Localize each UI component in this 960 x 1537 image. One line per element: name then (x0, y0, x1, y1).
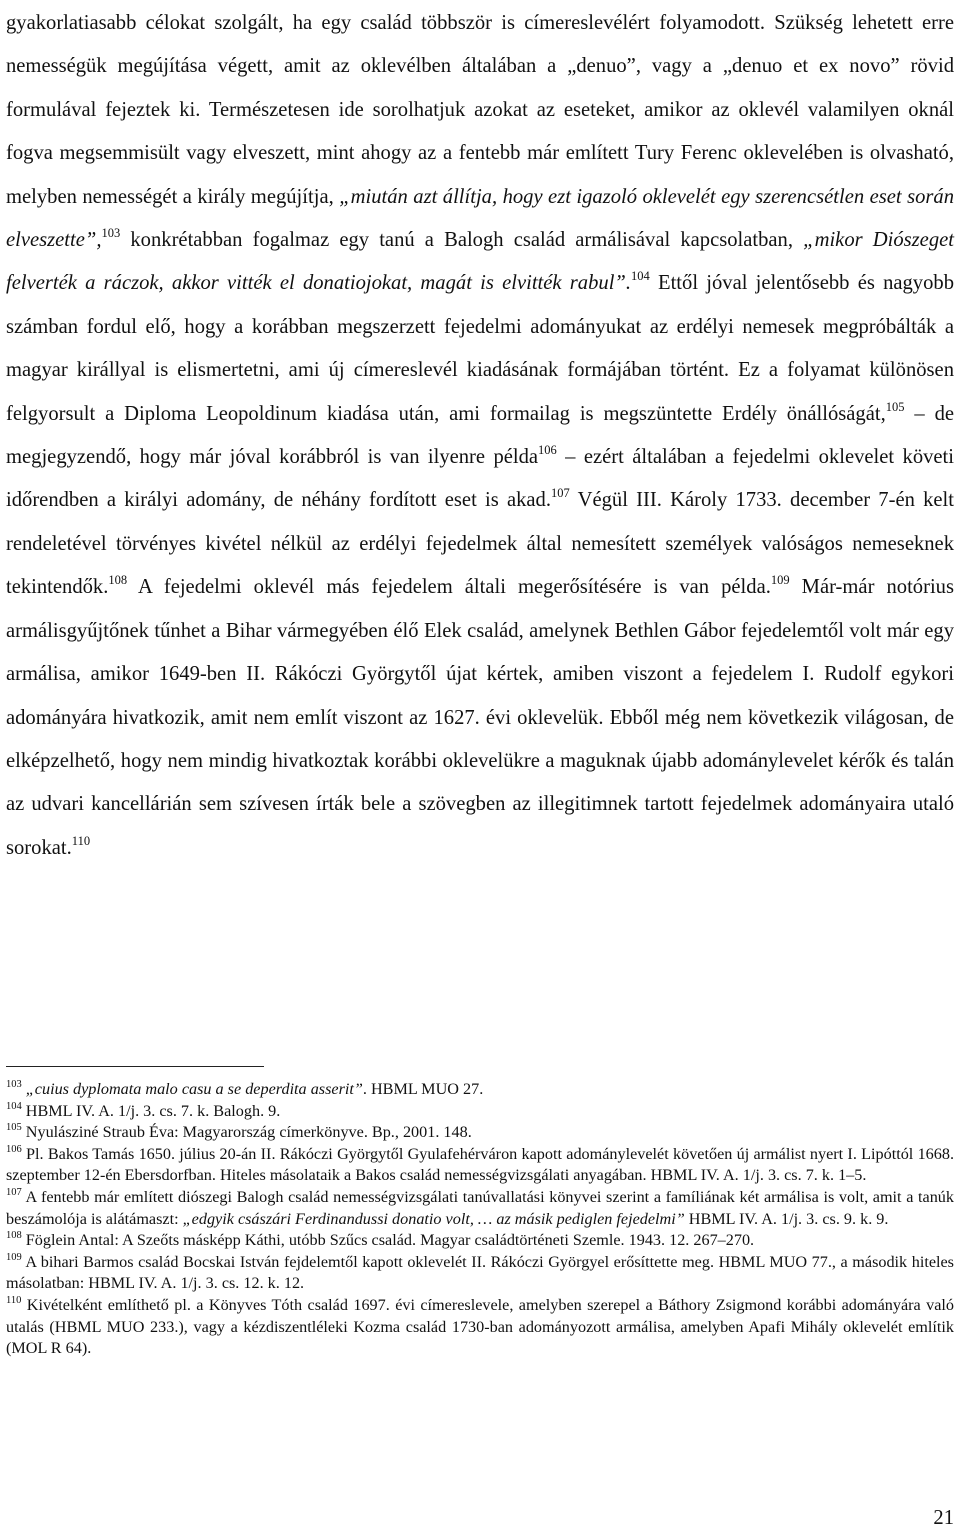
footnote-number: 110 (6, 1294, 22, 1306)
footnote-107 (6, 1187, 954, 1230)
text-run: Már-már notórius armálisgyűjtőnek tűnhet a Bihar vármegyében élő Elek család, amelynek Bethlen Gábor fejedelemtől volt már egy armálisa, amikor 1649-ben II. Rákóczi Györgytől újat kértek, amiben viszont a fejedelem I. Rudolf egykori adományára hivatkozik, amit nem említ viszont az 1627. évi oklevelük. Ebből még nem következik világosan, de elképzelhető, hogy nem mindig hivatkoztak korábbi oklevelükre a maguknak újabb adománylevelet kérők és talán az udvari kancellárián sem szívesen írták bele a szövegben az illegitimnek tartott fejedelmek adományaira utaló sorokat. (6, 576, 954, 859)
footnote-number: 109 (6, 1251, 22, 1263)
text-run: – de megjegyzendő, hogy már jóval korábbról is van ilyenre példa (6, 402, 955, 469)
text-run: A bihari Barmos család Bocskai István fejdelemtől kapott oklevelét II. Rákóczi Györgyel erősíttette meg. HBML MUO 77., a második hiteles másolatban: HBML IV. A. 1/j. 3. cs. 12. k. 12. (6, 1252, 954, 1293)
text-run: Föglein Antal: A Szeőts másképp Káthi, utóbb Szűcs család. Magyar családtörténeti Szemle. 1943. 12. 267–270. (21, 1231, 755, 1250)
footnote-number: 108 (6, 1230, 22, 1242)
text-run: konkrétabban fogalmaz egy tanú a Balogh család armálisával kapcsolatban, (120, 229, 804, 252)
footnote-ref: 109 (770, 573, 790, 588)
footnote-ref: 104 (631, 269, 650, 284)
text-run: Nyulásziné Straub Éva: Magyarország címerkönyve. Bp., 2001. 148. (21, 1123, 472, 1142)
italic-quote: „cuius dyplomata malo casu a se deperdita asserit” (25, 1080, 363, 1098)
body-text (6, 2, 954, 870)
footnote-109 (6, 1252, 954, 1295)
text-run: A fentebb már említett diószegi Balogh család nemességvizsgálati tanúvallatási könyvei szerint a famíliának két armálisa is volt, amit a tanúk beszámolója is alátámaszt: (6, 1187, 954, 1228)
italic-quote: „edgyik császári Ferdinandussi donatio volt, … az másik pediglen fejedelmi” (182, 1209, 685, 1228)
footnote-number: 107 (6, 1186, 22, 1198)
footnote-number: 105 (6, 1122, 22, 1134)
footnote-ref: 105 (885, 399, 905, 414)
text-run: gyakorlatiasabb célokat szolgált, ha egy család többször is címereslevélért folyamodott. Szükség lehetett erre nemességük megújítása végett, amit az oklevélben általában a „denuo”, vagy a „denuo et ex novo” rövid formulával fejeztek ki. Természetesen ide sorolhatjuk azokat az eseteket, amikor az oklevél valamilyen oknál fogva megsemmisült vagy elveszett, mint ahogy az a fentebb már említett Tury Ferenc oklevelében is olvasható, melyben nemességét a király megújítja, (6, 12, 954, 208)
text-run: Pl. Bakos Tamás 1650. július 20-án II. Rákóczi Györgytől Gyulafehérváron kapott adománylevelét követően új armálist nyert I. Lipóttól 1668. szeptember 12-én Ebersdorfban. Hiteles másolataik a Bakos család nemességvizsgálati anyagában. HBML IV. A. 1/j. 3. cs. 7. k. 1–5. (6, 1144, 954, 1185)
footnote-number: 103 (6, 1079, 22, 1090)
footnote-108 (6, 1230, 954, 1252)
text-run: HBML IV. A. 1/j. 3. cs. 9. k. 9. (684, 1209, 889, 1228)
footnote-104 (6, 1101, 954, 1123)
text-run: Kivételként említhető pl. a Könyves Tóth család 1697. évi címereslevele, amelyben szerepel a Báthory Zsigmond korábbi adományára való utalás (HBML MUO 233.), vagy a kézdiszentléleki Kozma család 1730-ban adományozott armálisa, amelyben Apafi Mihály oklevelét említik (MOL R 64). (6, 1295, 954, 1358)
footnote-103 (6, 1079, 954, 1101)
italic-quote: „miután azt állítja, hogy ezt igazoló oklevelét egy szerencsétlen eset során elveszette”, (6, 185, 954, 252)
text-run: HBML IV. A. 1/j. 3. cs. 7. k. Balogh. 9. (21, 1101, 281, 1120)
footnote-110 (6, 1295, 954, 1360)
page-number: 21 (933, 1507, 954, 1529)
italic-quote: „mikor Diószeget felverték a ráczok, akkor vitték el donatiojokat, magát is elvitték rabul”. (6, 229, 954, 295)
footnote-ref: 103 (101, 226, 121, 241)
text-run: Ettől jóval jelentősebb és nagyobb számban fordul elő, hogy a korábban megszerzett fejedelmi adományukat az erdélyi nemesek megpróbálták a magyar királlyal is elismertetni, ami új címereslevél kiadásának formájában történt. Ez a folyamat különösen felgyorsult a Diploma Leopoldinum kiadása után, ami formailag is megszüntette Erdély önállóságát, (6, 272, 954, 425)
footnote-ref: 110 (71, 833, 91, 848)
text-run: – ezért általában a fejedelmi oklevelet követi időrendben a királyi adomány, de néhány fordított eset is akad. (6, 446, 954, 512)
text-run: . HBML MUO 27. (362, 1080, 484, 1098)
body-paragraph (6, 2, 954, 870)
footnote-106 (6, 1144, 954, 1187)
footnotes (6, 1079, 954, 1360)
footnote-number: 106 (6, 1143, 22, 1155)
text-run: Végül III. Károly 1733. december 7-én kelt rendeletével törvényes kivétel nélkül az erdélyi fejedelmek által nemesített személyek valóságos nemeseknek tekintendők. (6, 489, 954, 599)
footnote-ref: 106 (538, 443, 557, 458)
footnote-105 (6, 1122, 954, 1144)
footnote-separator (6, 1066, 264, 1067)
text-run: A fejedelmi oklevél más fejedelem általi megerősítésére is van példa. (127, 576, 771, 599)
footnote-ref: 108 (108, 573, 128, 588)
footnote-number: 104 (6, 1100, 22, 1112)
footnote-ref: 107 (551, 486, 570, 501)
